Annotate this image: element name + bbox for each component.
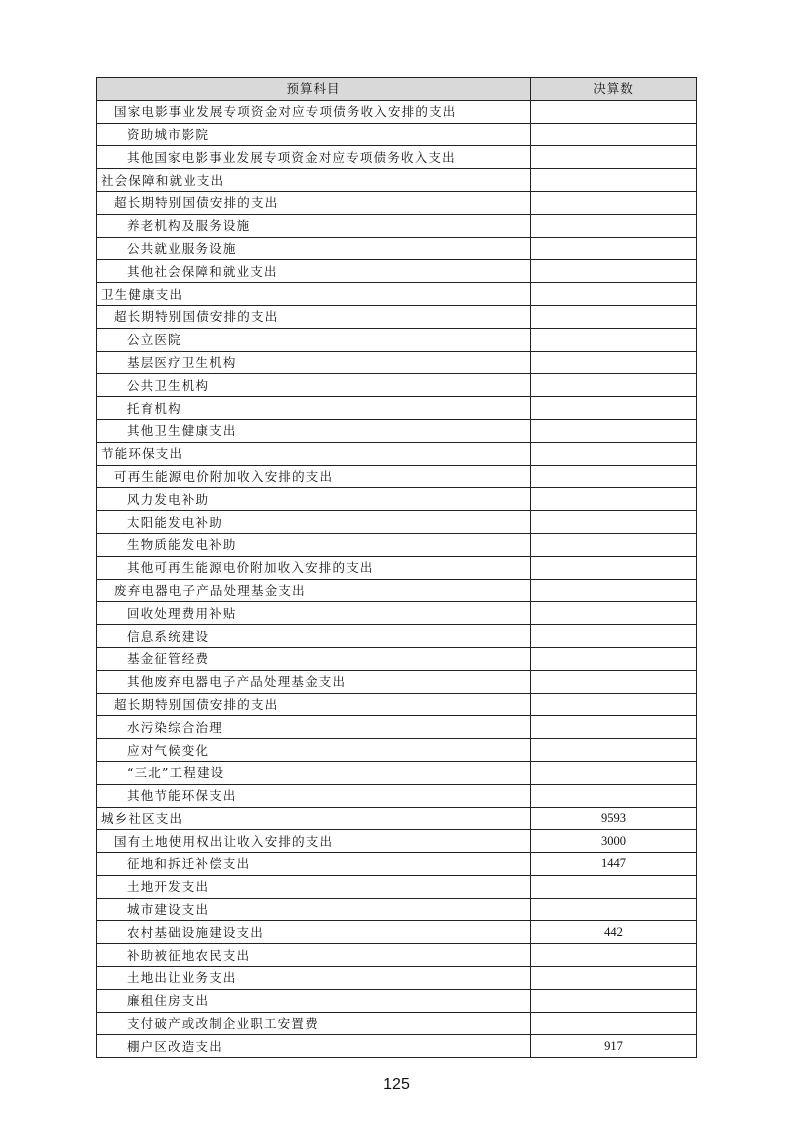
final-amount-cell: 3000 bbox=[531, 830, 697, 853]
budget-item-label: 廉租住房支出 bbox=[97, 989, 531, 1012]
final-amount-cell bbox=[531, 465, 697, 488]
table-body bbox=[97, 100, 697, 1057]
budget-item-label: 养老机构及服务设施 bbox=[97, 214, 531, 237]
final-amount-cell bbox=[531, 693, 697, 716]
budget-item-label: 可再生能源电价附加收入安排的支出 bbox=[97, 465, 531, 488]
budget-item-label: 土地开发支出 bbox=[97, 875, 531, 898]
table-row bbox=[97, 921, 697, 944]
budget-item-label: 卫生健康支出 bbox=[97, 283, 531, 306]
final-amount-cell bbox=[531, 625, 697, 648]
budget-item-label: 基金征管经费 bbox=[97, 647, 531, 670]
final-amount-cell bbox=[531, 967, 697, 990]
final-amount-cell bbox=[531, 123, 697, 146]
budget-item-label: 风力发电补助 bbox=[97, 488, 531, 511]
budget-item-label: 太阳能发电补助 bbox=[97, 511, 531, 534]
final-amount-cell bbox=[531, 191, 697, 214]
final-amount-cell bbox=[531, 442, 697, 465]
budget-item-label: 基层医疗卫生机构 bbox=[97, 351, 531, 374]
budget-item-label: 废弃电器电子产品处理基金支出 bbox=[97, 579, 531, 602]
table-row bbox=[97, 875, 697, 898]
final-amount-cell bbox=[531, 100, 697, 123]
final-amount-cell bbox=[531, 397, 697, 420]
page-number: 125 bbox=[383, 1076, 410, 1093]
budget-item-label: 其他国家电影事业发展专项资金对应专项债务收入支出 bbox=[97, 146, 531, 169]
table-row bbox=[97, 1035, 697, 1058]
table-row bbox=[97, 739, 697, 762]
budget-item-label: 棚户区改造支出 bbox=[97, 1035, 531, 1058]
budget-item-label: 水污染综合治理 bbox=[97, 716, 531, 739]
budget-item-label: 其他节能环保支出 bbox=[97, 784, 531, 807]
final-amount-cell: 1447 bbox=[531, 853, 697, 876]
final-amount-cell bbox=[531, 739, 697, 762]
table-row bbox=[97, 488, 697, 511]
budget-item-label: 信息系统建设 bbox=[97, 625, 531, 648]
final-amount-cell bbox=[531, 146, 697, 169]
table-row bbox=[97, 328, 697, 351]
header-budget-item: 预算科目 bbox=[97, 78, 531, 101]
table-row bbox=[97, 944, 697, 967]
budget-item-label: “三北”工程建设 bbox=[97, 761, 531, 784]
final-amount-cell bbox=[531, 670, 697, 693]
budget-item-label: 补助被征地农民支出 bbox=[97, 944, 531, 967]
budget-item-label: 超长期特别国债安排的支出 bbox=[97, 693, 531, 716]
table-row bbox=[97, 807, 697, 830]
budget-item-label: 公共就业服务设施 bbox=[97, 237, 531, 260]
budget-item-label: 其他卫生健康支出 bbox=[97, 419, 531, 442]
table-row bbox=[97, 419, 697, 442]
budget-item-label: 城乡社区支出 bbox=[97, 807, 531, 830]
budget-item-label: 农村基础设施建设支出 bbox=[97, 921, 531, 944]
final-amount-cell bbox=[531, 1012, 697, 1035]
budget-item-label: 资助城市影院 bbox=[97, 123, 531, 146]
table-row bbox=[97, 442, 697, 465]
final-amount-cell: 917 bbox=[531, 1035, 697, 1058]
final-amount-cell bbox=[531, 944, 697, 967]
budget-item-label: 其他社会保障和就业支出 bbox=[97, 260, 531, 283]
final-amount-cell bbox=[531, 579, 697, 602]
budget-item-label: 土地出让业务支出 bbox=[97, 967, 531, 990]
budget-item-label: 应对气候变化 bbox=[97, 739, 531, 762]
table-row bbox=[97, 1012, 697, 1035]
final-amount-cell bbox=[531, 169, 697, 192]
table-row bbox=[97, 191, 697, 214]
final-amount-cell bbox=[531, 214, 697, 237]
table-row bbox=[97, 853, 697, 876]
final-amount-cell bbox=[531, 989, 697, 1012]
final-amount-cell bbox=[531, 374, 697, 397]
table-row bbox=[97, 647, 697, 670]
budget-item-label: 托育机构 bbox=[97, 397, 531, 420]
final-amount-cell bbox=[531, 716, 697, 739]
final-amount-cell bbox=[531, 351, 697, 374]
final-amount-cell bbox=[531, 533, 697, 556]
budget-item-label: 城市建设支出 bbox=[97, 898, 531, 921]
final-amount-cell: 9593 bbox=[531, 807, 697, 830]
final-amount-cell bbox=[531, 328, 697, 351]
budget-item-label: 回收处理费用补贴 bbox=[97, 602, 531, 625]
final-amount-cell bbox=[531, 784, 697, 807]
final-amount-cell bbox=[531, 875, 697, 898]
final-amount-cell bbox=[531, 898, 697, 921]
table-row bbox=[97, 761, 697, 784]
final-amount-cell bbox=[531, 260, 697, 283]
budget-item-label: 社会保障和就业支出 bbox=[97, 169, 531, 192]
budget-item-label: 超长期特别国债安排的支出 bbox=[97, 191, 531, 214]
budget-item-label: 国家电影事业发展专项资金对应专项债务收入安排的支出 bbox=[97, 100, 531, 123]
budget-table bbox=[96, 77, 697, 1058]
final-amount-cell bbox=[531, 761, 697, 784]
final-amount-cell bbox=[531, 419, 697, 442]
budget-item-label: 支付破产或改制企业职工安置费 bbox=[97, 1012, 531, 1035]
table-row bbox=[97, 283, 697, 306]
table-row bbox=[97, 784, 697, 807]
table-row bbox=[97, 260, 697, 283]
table-row bbox=[97, 465, 697, 488]
table-row bbox=[97, 556, 697, 579]
table-row bbox=[97, 123, 697, 146]
final-amount-cell bbox=[531, 237, 697, 260]
final-amount-cell bbox=[531, 602, 697, 625]
budget-item-label: 征地和拆迁补偿支出 bbox=[97, 853, 531, 876]
table-row bbox=[97, 533, 697, 556]
table-row bbox=[97, 214, 697, 237]
table-row bbox=[97, 693, 697, 716]
table-row bbox=[97, 716, 697, 739]
final-amount-cell bbox=[531, 556, 697, 579]
table-row bbox=[97, 511, 697, 534]
table-row bbox=[97, 830, 697, 853]
final-amount-cell: 442 bbox=[531, 921, 697, 944]
budget-item-label: 其他废弃电器电子产品处理基金支出 bbox=[97, 670, 531, 693]
header-final-amount: 决算数 bbox=[531, 78, 697, 101]
final-amount-cell bbox=[531, 283, 697, 306]
budget-item-label: 生物质能发电补助 bbox=[97, 533, 531, 556]
table-row bbox=[97, 169, 697, 192]
table-header-row bbox=[97, 78, 697, 101]
budget-item-label: 国有土地使用权出让收入安排的支出 bbox=[97, 830, 531, 853]
table-row bbox=[97, 374, 697, 397]
budget-item-label: 其他可再生能源电价附加收入安排的支出 bbox=[97, 556, 531, 579]
table-row bbox=[97, 305, 697, 328]
budget-table-container bbox=[96, 77, 696, 1058]
final-amount-cell bbox=[531, 647, 697, 670]
table-row bbox=[97, 989, 697, 1012]
table-row bbox=[97, 351, 697, 374]
budget-item-label: 公共卫生机构 bbox=[97, 374, 531, 397]
budget-item-label: 节能环保支出 bbox=[97, 442, 531, 465]
table-row bbox=[97, 237, 697, 260]
table-row bbox=[97, 579, 697, 602]
table-row bbox=[97, 146, 697, 169]
table-row bbox=[97, 898, 697, 921]
final-amount-cell bbox=[531, 511, 697, 534]
table-row bbox=[97, 625, 697, 648]
table-row bbox=[97, 602, 697, 625]
final-amount-cell bbox=[531, 305, 697, 328]
final-amount-cell bbox=[531, 488, 697, 511]
table-row bbox=[97, 670, 697, 693]
budget-item-label: 超长期特别国债安排的支出 bbox=[97, 305, 531, 328]
table-row bbox=[97, 967, 697, 990]
budget-item-label: 公立医院 bbox=[97, 328, 531, 351]
table-row bbox=[97, 397, 697, 420]
table-row bbox=[97, 100, 697, 123]
